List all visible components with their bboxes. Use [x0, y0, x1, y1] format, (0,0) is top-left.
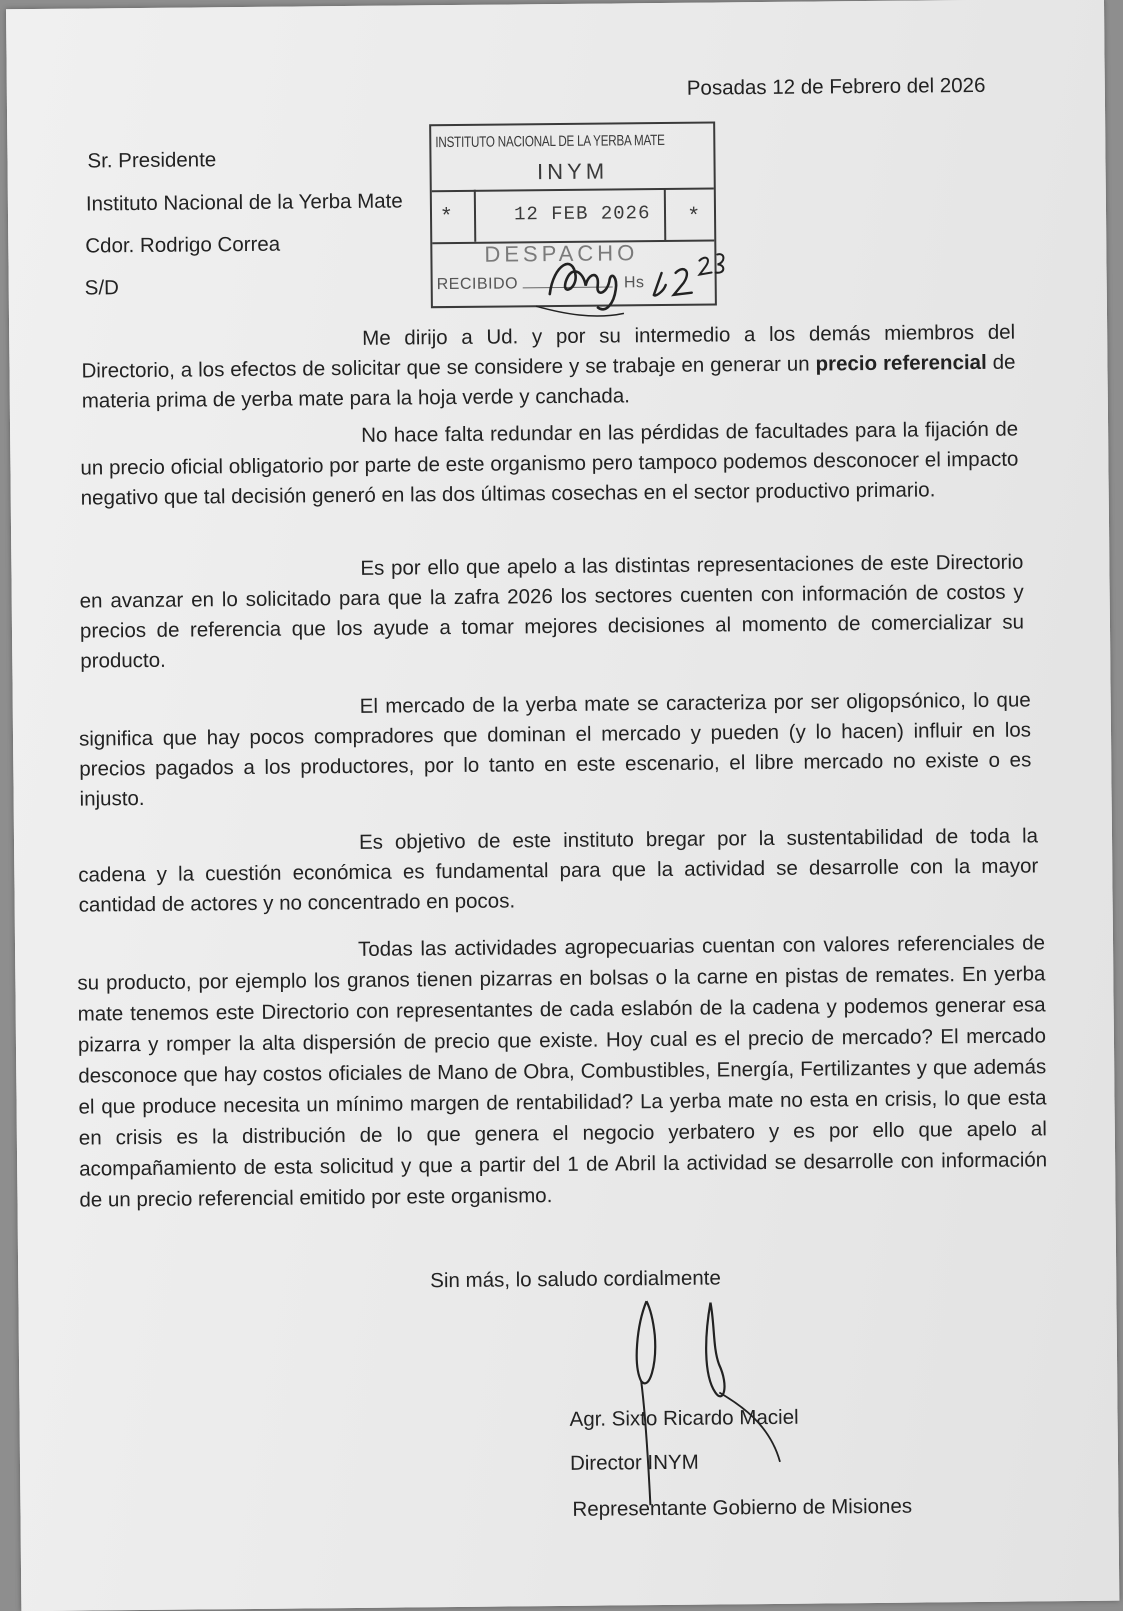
stamp-star-left: * [441, 202, 451, 228]
signatory-role: Representante Gobierno de Misiones [572, 1494, 913, 1521]
paragraph-5: Es objetivo de este instituto bregar por la sustentabilidad de toda la cadena y la cuestión económica es fundamental para que la actividad se desarrolle con la mayor cantidad de actores y no concentrado en pocos. [78, 824, 1039, 917]
date-line: Posadas 12 de Febrero del 2026 [686, 73, 986, 100]
stamp-date: 12 FEB 2026 [513, 202, 651, 226]
stamp-hs-label: Hs [623, 274, 645, 292]
highlight-precio-referencial: precio referencial [815, 350, 987, 376]
recipient-name: Cdor. Rodrigo Correa [85, 232, 281, 258]
closing-line: Sin más, lo saludo cordialmente [430, 1266, 721, 1293]
stamp-acronym: INYM [536, 158, 609, 185]
paragraph-1: Me dirijo a Ud. y por su intermedio a los demás miembros del Directorio, a los efectos de solicitar que se considere y se trabaje en generar un precio referencial de materia prima de yerba mate para la hoja verde y canchada. [81, 320, 1016, 413]
paragraph-2: No hace falta redundar en las pérdidas de facultades para la fijación de un precio oficial obligatorio por parte de este organismo pero tampoco podemos desconocer el impacto negativo que tal decisión generó en las dos últimas cosechas en el sector productivo primario. [80, 417, 1019, 510]
stamp-institution: INSTITUTO NACIONAL DE LA YERBA MATE [435, 131, 665, 152]
paragraph-4: El mercado de la yerba mate se caracteriza por ser oligopsónico, lo que significa que hay pocos compradores que dominan el mercado y pueden (y lo hacen) influir en los precios pagados a los productores, por lo tanto en este escenario, el libre mercado no existe o es injusto. [78, 688, 1032, 811]
recipient-title: Sr. Presidente [87, 148, 217, 173]
signatory-title: Director INYM [569, 1450, 699, 1475]
stamp-received-label: RECIBIDO Hs [436, 274, 645, 294]
stamp-office: DESPACHO [484, 240, 639, 267]
stamp-star-right: * [689, 201, 699, 227]
paragraph-3: Es por ello que apelo a las distintas representaciones de este Directorio en avanzar en lo solicitado para que la zafra 2026 los sectores cuenten con información de costos y precios de referencia que los ayude a tomar mejores decisiones al momento de comercializar su producto. [79, 550, 1025, 673]
paragraph-6: Todas las actividades agropecuarias cuentan con valores referenciales de su producto, por ejemplo los granos tienen pizarras en bolsas o la carne en pistas de remates. En yerba mate tenemos este Directorio con representantes de cada eslabón de la cadena y podemos generar esa pizarra y romper la alta dispersión de precio que existe. Hoy cual es el precio de mercado? El mercado desconoce que hay costos oficiales de Mano de Obra, Combustibles, Energía, Fertilizantes y que además el que produce necesita un mínimo margen de rentabilidad? La yerba mate no esta en crisis, lo que esta en crisis es la distribución de lo que genera el negocio yerbatero y es por ello que apelo al acompañamiento de esta solicitud y que a partir del 1 de Abril la actividad se desarrolle con información de un precio referencial emitido por este organismo. [77, 931, 1048, 1212]
signatory-name: Agr. Sixto Ricardo Maciel [569, 1405, 799, 1431]
recipient-institution: Instituto Nacional de la Yerba Mate [85, 189, 403, 216]
letter-page [6, 0, 1119, 1611]
recipient-sd: S/D [84, 276, 120, 300]
